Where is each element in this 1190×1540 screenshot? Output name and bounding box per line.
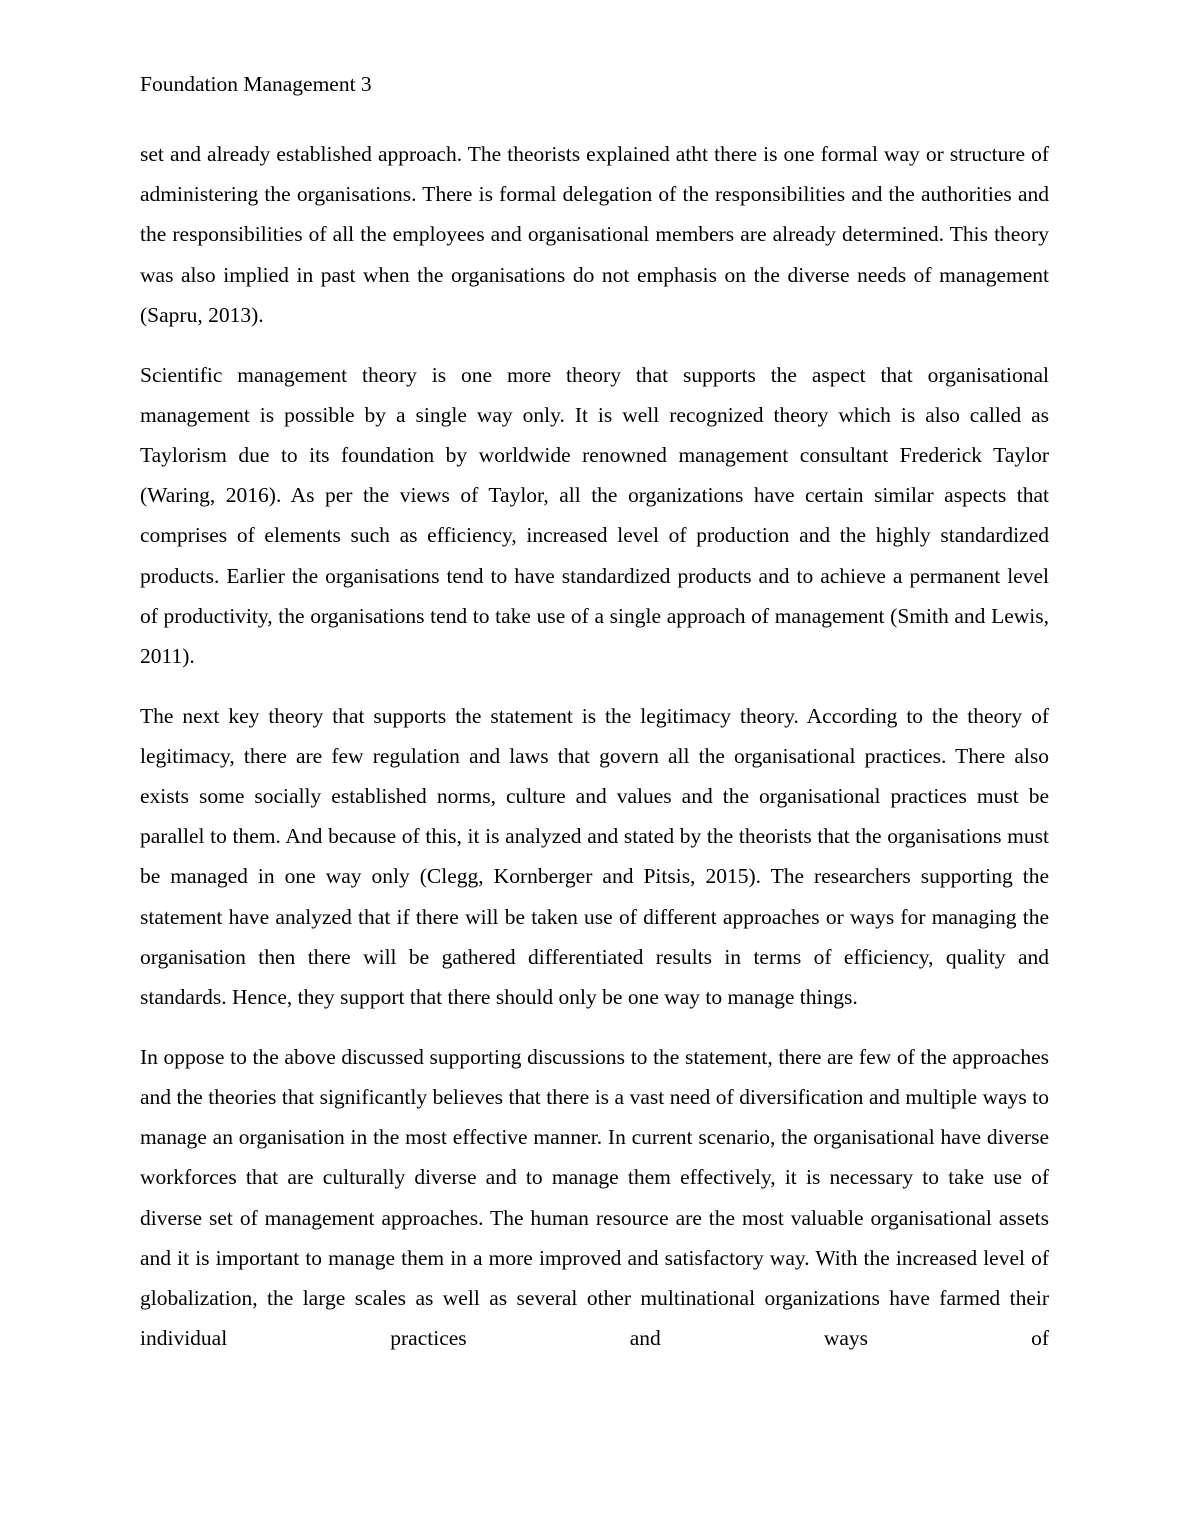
running-header: Foundation Management 3 [140, 72, 372, 96]
paragraph-opposing-view: In oppose to the above discussed supporting discussions to the statement, there are few of the approaches and the theories that significantly believes that there is a vast need of diversification and multiple ways to manage an organisation in the most effective manner. In current scenario, the organisational have diverse workforces that are culturally diverse and to manage them effectively, it is necessary to take use of diverse set of management approaches. The human resource are the most valuable organisational assets and it is important to manage them in a more improved and satisfactory way. With the increased level of globalization, the large scales as well as several other multinational organizations have farmed their individual practices and ways of [140, 1044, 1049, 1351]
document-body [140, 134, 1049, 1358]
paragraph-scientific-management: Scientific management theory is one more theory that supports the aspect that organisational management is possible by a single way only. It is well recognized theory which is also called as Taylorism due to its foundation by worldwide renowned management consultant Frederick Taylor (Waring, 2016). As per the views of Taylor, all the organizations have certain similar aspects that comprises of elements such as efficiency, increased level of production and the highly standardized products. Earlier the organisations tend to have standardized products and to achieve a permanent level of productivity, the organisations tend to take use of a single approach of management (Smith and Lewis, 2011). [140, 362, 1049, 668]
paragraph-legitimacy-theory: The next key theory that supports the statement is the legitimacy theory. According to the theory of legitimacy, there are few regulation and laws that govern all the organisational practices. There also exists some socially established norms, culture and values and the organisational practices must be parallel to them. And because of this, it is analyzed and stated by the theorists that the organisations must be managed in one way only (Clegg, Kornberger and Pitsis, 2015). The researchers supporting the statement have analyzed that if there will be taken use of different approaches or ways for managing the organisation then there will be gathered differentiated results in terms of efficiency, quality and standards. Hence, they support that there should only be one way to manage things. [140, 703, 1049, 1010]
paragraph-classical-approach: set and already established approach. The theorists explained atht there is one formal way or structure of administering the organisations. There is formal delegation of the responsibilities and the authorities and the responsibilities of all the employees and organisational members are already determined. This theory was also implied in past when the organisations do not emphasis on the diverse needs of management (Sapru, 2013). [140, 142, 1049, 327]
